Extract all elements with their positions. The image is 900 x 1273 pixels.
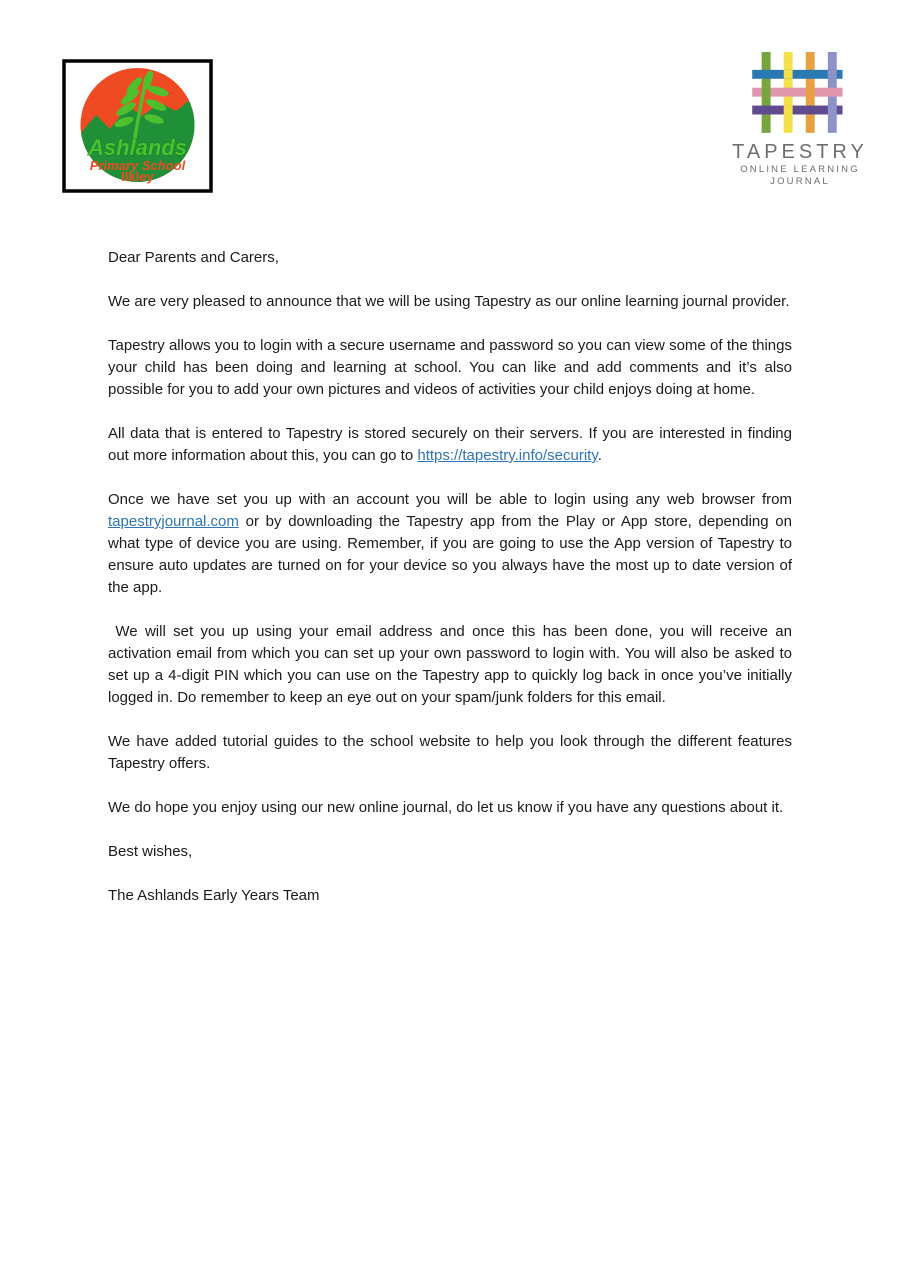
tapestry-security-link[interactable]: https://tapestry.info/security	[417, 447, 598, 464]
paragraph-data-security	[108, 423, 792, 467]
tapestry-logo	[722, 52, 878, 188]
tapestry-logo-title: TAPESTRY	[732, 141, 868, 163]
paragraph-activation-email: We will set you up using your email address and once this has been done, you will receive an activation email from which you can set up your own password to login with. You will also be asked to set up a 4-digit PIN which you can use on the Tapestry app to quickly log back in once you’ve initially logged in. Do remember to keep an eye out on your spam/junk folders for this email.	[108, 623, 797, 706]
salutation: Dear Parents and Carers,	[108, 249, 279, 266]
school-type-text: Primary School	[89, 158, 186, 173]
tapestry-weave-icon	[750, 52, 850, 136]
paragraph-account-setup	[108, 489, 792, 599]
school-town-text: Ilkley	[121, 169, 154, 184]
paragraph-announcement: We are very pleased to announce that we will be using Tapestry as our online learning journal provider.	[108, 293, 790, 310]
ashlands-logo-image	[62, 59, 213, 193]
signature: The Ashlands Early Years Team	[108, 887, 320, 904]
paragraph-closing-hope: We do hope you enjoy using our new online journal, do let us know if you have any questions about it.	[108, 799, 784, 816]
tapestry-logo-subtitle-2: JOURNAL	[770, 176, 830, 187]
tapestry-logo-subtitle-1: ONLINE LEARNING	[740, 164, 860, 175]
tapestryjournal-link[interactable]: tapestryjournal.com	[108, 513, 239, 530]
paragraph-text: or by downloading the Tapestry app from the Play or App store, depending on what type of device you are using. Remember, if you are going to use the App version of Tapestry to ensure auto updates are turned on for your device so you always have the most up to date version of the app.	[108, 513, 792, 596]
closing: Best wishes,	[108, 843, 193, 860]
letter-body	[108, 247, 797, 929]
school-name-text: Ashlands	[87, 135, 188, 160]
paragraph-text: All data that is entered to Tapestry is stored securely on their servers. If you are interested in finding out more information about this, you can go to	[108, 425, 792, 464]
ashlands-school-logo	[62, 59, 213, 193]
paragraph-tutorials: We have added tutorial guides to the school website to help you look through the different features Tapestry offers.	[108, 733, 792, 772]
paragraph-login-info: Tapestry allows you to login with a secure username and password so you can view some of the things your child has been doing and learning at school. You can like and add comments and it’s also possible for you to add your own pictures and videos of activities your child enjoys doing at home.	[108, 337, 792, 398]
paragraph-text: Once we have set you up with an account you will be able to login using any web browser from	[108, 491, 792, 508]
paragraph-text: .	[597, 447, 602, 464]
